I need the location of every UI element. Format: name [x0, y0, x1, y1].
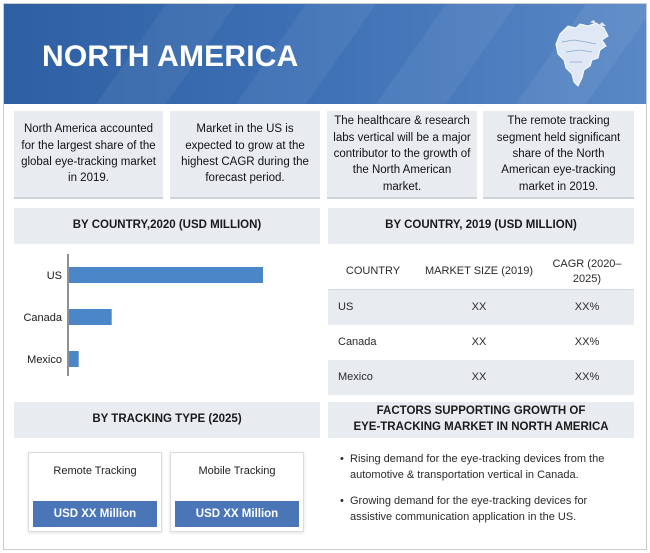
- country-bar-chart: [14, 250, 320, 380]
- card-value: USD XX Million: [175, 501, 299, 527]
- column-header: CAGR (2020–2025): [552, 258, 622, 285]
- card-label: Remote Tracking: [53, 465, 137, 477]
- bar-us: [69, 267, 263, 283]
- list-item: [340, 494, 630, 526]
- bar-chart-title: BY COUNTRY,2020 (USD MILLION): [14, 208, 320, 244]
- table-row: [328, 360, 634, 395]
- factor-text: Rising demand for the eye-tracking devices from the automotive & transportation vertical in Canada.: [350, 453, 605, 481]
- country-cell: US: [338, 301, 354, 314]
- bar-mexico: [69, 351, 79, 367]
- cagr-cell: XX%: [574, 336, 600, 349]
- factors-list: [340, 452, 630, 536]
- bullet-icon: •: [340, 453, 344, 465]
- factors-title-line: FACTORS SUPPORTING GROWTH OF: [376, 405, 586, 418]
- category-label: US: [46, 270, 62, 282]
- remote-tracking-card: [28, 452, 162, 532]
- category-label: Mexico: [27, 354, 62, 366]
- list-item: [340, 452, 630, 484]
- factors-title-line: EYE-TRACKING MARKET IN NORTH AMERICA: [353, 421, 609, 433]
- table-title: BY COUNTRY, 2019 (USD MILLION): [328, 208, 634, 244]
- page-title: NORTH AMERICA: [42, 40, 299, 73]
- header-banner: [4, 4, 646, 104]
- card-label: Mobile Tracking: [198, 465, 276, 477]
- country-table: [328, 254, 634, 395]
- country-cell: Canada: [338, 336, 377, 349]
- fact-card: The remote tracking segment held significant share of the North American eye-tracking market in 2019.: [483, 111, 634, 199]
- factor-text: Growing demand for the eye-tracking devices for assistive communication application in the US.: [350, 494, 588, 523]
- cagr-cell: XX%: [574, 301, 600, 314]
- tracking-type-title: BY TRACKING TYPE (2025): [14, 402, 320, 438]
- fact-card: Market in the US is expected to grow at the highest CAGR during the forecast period.: [170, 111, 320, 199]
- table-row: [328, 290, 634, 325]
- card-value: USD XX Million: [33, 501, 157, 527]
- fact-card: The healthcare & research labs vertical will be a major contributor to the growth of the North American market.: [327, 111, 477, 199]
- bullet-icon: •: [340, 494, 344, 507]
- category-label: Canada: [23, 312, 62, 324]
- fact-card: North America accounted for the largest share of the global eye-tracking market in 2019.: [14, 111, 163, 199]
- cagr-cell: XX%: [574, 371, 600, 384]
- table-header-row: [328, 254, 634, 290]
- market-size-cell: XX: [471, 301, 487, 314]
- market-size-cell: XX: [471, 371, 487, 384]
- table-row: [328, 325, 634, 360]
- column-header: MARKET SIZE (2019): [425, 265, 533, 278]
- bar-canada: [69, 309, 112, 325]
- market-size-cell: XX: [471, 336, 487, 349]
- country-cell: Mexico: [338, 371, 373, 384]
- mobile-tracking-card: [170, 452, 304, 532]
- column-header: COUNTRY: [345, 265, 401, 278]
- factors-title: [328, 402, 634, 438]
- north-america-map-icon: [552, 20, 614, 90]
